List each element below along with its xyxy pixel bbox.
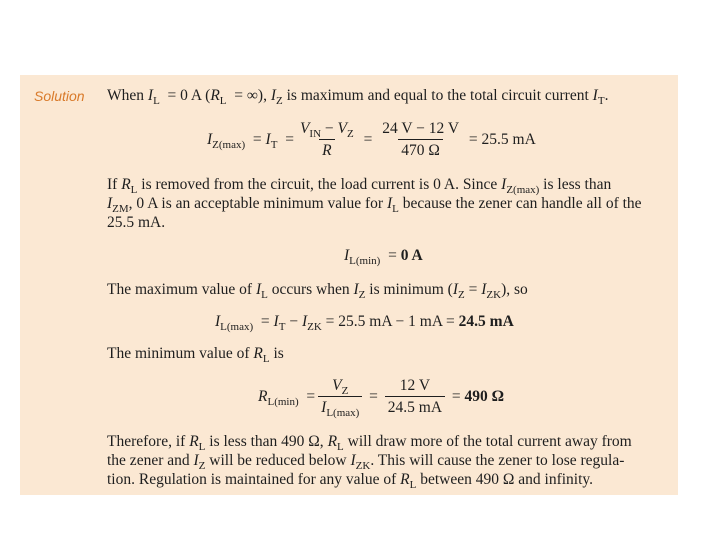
equation-rl-min: $R_{L(min)}$ = $\frac{V_Z}{I_{L(max)}}$ = $\frac{12 V}{24.5 mA}$ = 490 Ω xyxy=(258,377,505,419)
intro-line: When $I_L = 0$ A ($R_L$ = ∞), $I_Z$ is maximum and equal to the total circuit current $I_T$. xyxy=(107,87,609,107)
equation-il-max: $I_{L(max)} = I_T - I_{ZK} = 25.5$ mA − 1 mA = 24.5 mA xyxy=(215,313,514,333)
paragraph-therefore-line-2: the zener and $I_Z$ will be reduced below $I_{ZK}$. This will cause the zener to lose regula- xyxy=(107,452,625,472)
equation-iz-max: $I_{Z(max)} = I_T$ = $\frac{V_{IN} - V_Z}{R}$ = $\frac{24 V - 12 V}{470 \Omega}$ = 25.5 mA xyxy=(207,120,536,159)
equation-il-min: $I_{L(min)} = 0$ A xyxy=(344,247,423,267)
paragraph-removed-line-2: $I_{ZM}$, 0 A is an acceptable minimum value for $I_L$ because the zener can handle all of the xyxy=(107,195,642,215)
paragraph-removed-line-1: If $R_L$ is removed from the circuit, the load current is 0 A. Since $I_{Z(max)}$ is less than xyxy=(107,176,612,196)
paragraph-therefore-line-3: tion. Regulation is maintained for any value of $R_L$ between 490 Ω and infinity. xyxy=(107,471,594,491)
paragraph-max-il: The maximum value of $I_L$ occurs when $I_Z$ is minimum $(I_Z = I_{ZK})$, so xyxy=(107,281,528,301)
solution-label: Solution xyxy=(34,88,85,104)
paragraph-min-rl: The minimum value of $R_L$ is xyxy=(107,345,284,365)
paragraph-therefore-line-1: Therefore, if $R_L$ is less than 490 Ω, $R_L$ will draw more of the total current away from xyxy=(107,433,632,453)
paragraph-removed-line-3: 25.5 mA. xyxy=(107,214,166,231)
